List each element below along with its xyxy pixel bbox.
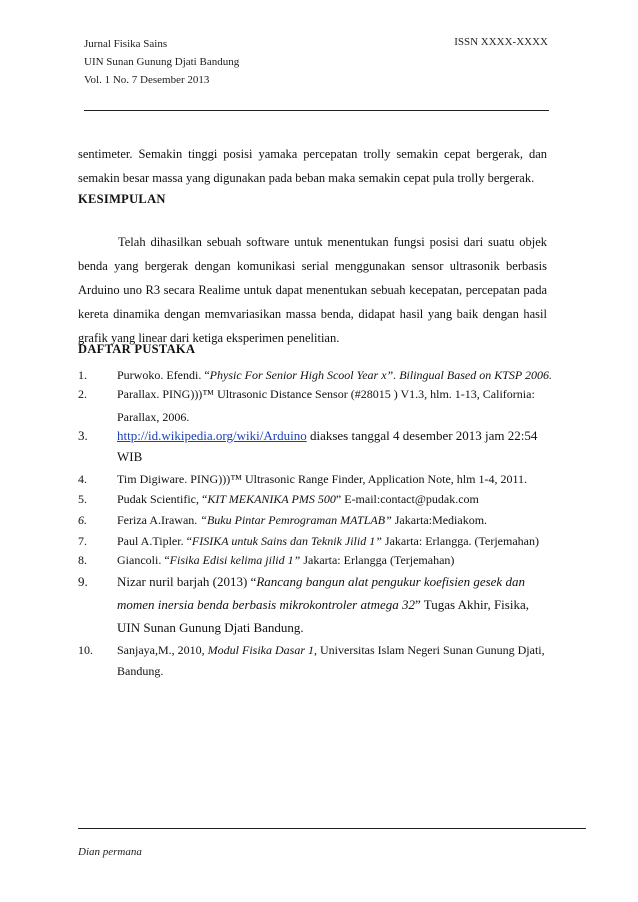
section-heading-daftar-pustaka: DAFTAR PUSTAKA xyxy=(78,342,196,356)
ref-publisher: Jakarta: Erlangga (Terjemahan) xyxy=(300,553,455,567)
ref-title: Physic For Senior High Scool Year x”. Bilingual Based on KTSP 2006. xyxy=(209,368,552,382)
header-rule xyxy=(84,110,549,111)
ref-text: Tim Digiware. PING)))™ Ultrasonic Range Finder, Application Note, hlm 1-4, 2011. xyxy=(117,472,528,486)
ref-title: KIT MEKANIKA PMS 500 xyxy=(207,492,336,506)
reference-number: 2. xyxy=(78,387,87,401)
footer-author: Dian permana xyxy=(78,846,142,858)
ref-text: diakses tanggal 4 desember 2013 jam 22:54 xyxy=(306,428,538,443)
ref-title: momen inersia benda berbasis mikrokontroler atmega 32 xyxy=(117,597,416,612)
ref-publisher: , Universitas Islam Negeri Sunan Gunung Djati, xyxy=(314,643,545,657)
footer-rule xyxy=(78,828,586,829)
ref-text-line: WIB xyxy=(117,449,143,464)
institution-name: UIN Sunan Gunung Djati Bandung xyxy=(84,56,240,68)
ref-title: Rancang bangun alat pengukur koefisien gesek dan xyxy=(256,574,525,589)
ref-author: Paul A.Tipler. “ xyxy=(117,534,192,548)
ref-author: Feriza A.Irawan. xyxy=(117,513,201,527)
ref-text-line: Bandung. xyxy=(117,664,164,678)
kesimpulan-paragraph xyxy=(78,230,547,350)
journal-name: Jurnal Fisika Sains xyxy=(84,38,168,50)
reference-number: 4. xyxy=(78,472,87,486)
reference-number: 1. xyxy=(78,368,87,382)
ref-text-line: Parallax, 2006. xyxy=(117,410,190,424)
reference-number: 10. xyxy=(78,643,93,657)
reference-number: 9. xyxy=(78,574,88,589)
ref-author: Purwoko. Efendi. “ xyxy=(117,368,210,382)
ref-text-line: UIN Sunan Gunung Djati Bandung. xyxy=(117,620,304,635)
ref-author: Giancoli. “ xyxy=(117,553,170,567)
ref-publisher: ” E-mail:contact@pudak.com xyxy=(335,492,479,506)
kesimpulan-text: Telah dihasilkan sebuah software untuk menentukan fungsi posisi dari suatu objek benda yang bergerak dengan komunikasi serial menggunakan sensor ultrasonik berbasis Arduino uno R3 secara Realime untuk dapat menentukan sebuah kecepatan, percepatan pada kereta dinamika dengan memvariasikan massa benda, didapat hasil yang baik dengan hasil grafik yang linear dari ketiga eksperimen penelitian. xyxy=(78,235,547,345)
ref-publisher: Jakarta:Mediakom. xyxy=(391,513,488,527)
continuation-paragraph: sentimeter. Semakin tinggi posisi yamaka percepatan trolly semakin cepat bergerak, dan semakin besar massa yang digunakan pada beban maka semakin cepat pula trolly bergerak. xyxy=(78,147,547,185)
ref-author: Pudak Scientific, “ xyxy=(117,492,208,506)
ref-publisher: ” Tugas Akhir, Fisika, xyxy=(415,597,529,612)
reference-number: 8. xyxy=(78,553,87,567)
reference-number: 5. xyxy=(78,492,87,506)
section-heading-kesimpulan: KESIMPULAN xyxy=(78,192,166,206)
volume-info: Vol. 1 No. 7 Desember 2013 xyxy=(84,74,210,86)
reference-number: 7. xyxy=(78,534,87,548)
ref-publisher: Jakarta: Erlangga. (Terjemahan) xyxy=(381,534,539,548)
ref-author: Sanjaya,M., 2010, xyxy=(117,643,208,657)
ref-title: Fisika Edisi kelima jilid 1” xyxy=(169,553,301,567)
ref-text-line: Parallax. PING)))™ Ultrasonic Distance Sensor (#28015 ) V1.3, hlm. 1-13, California: xyxy=(117,387,535,401)
ref-author: Nizar nuril barjah (2013) “ xyxy=(117,574,257,589)
reference-number: 3. xyxy=(78,428,88,443)
reference-number: 6. xyxy=(78,513,87,527)
ref-title: Modul Fisika Dasar 1 xyxy=(207,643,314,657)
issn-number: ISSN XXXX-XXXX xyxy=(454,36,548,48)
ref-link[interactable]: http://id.wikipedia.org/wiki/Arduino xyxy=(117,428,307,443)
ref-title: FISIKA untuk Sains dan Teknik Jilid 1” xyxy=(191,534,382,548)
ref-title: “Buku Pintar Pemrograman MATLAB” xyxy=(200,513,392,527)
